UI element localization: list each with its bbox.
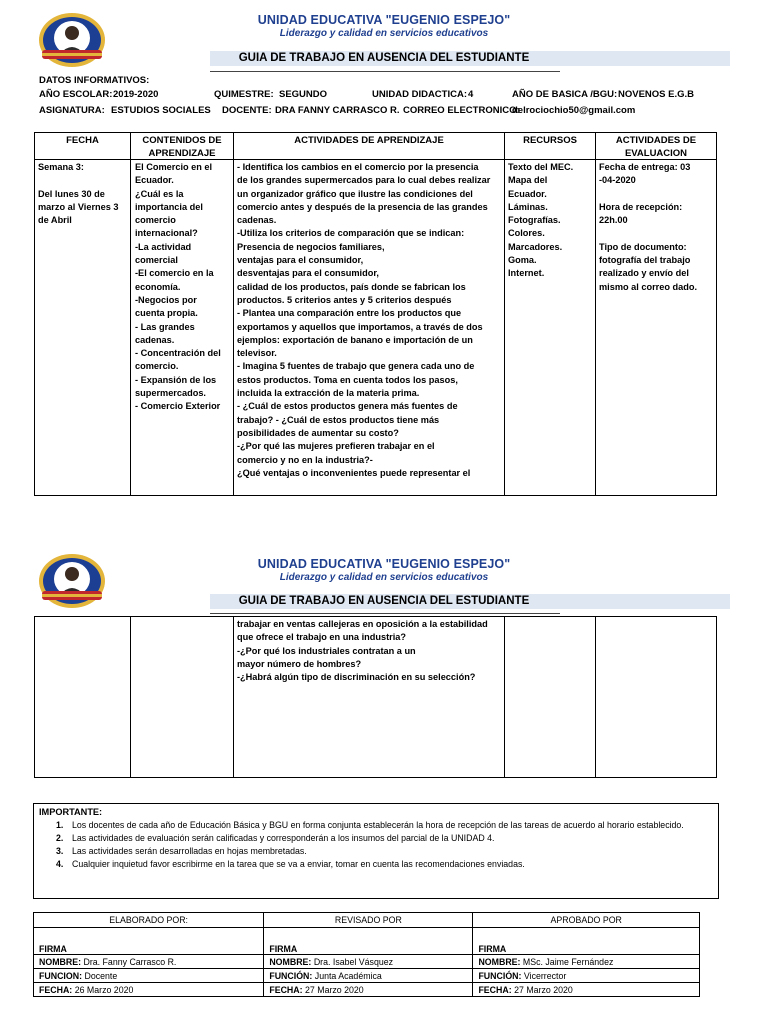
important-title: IMPORTANTE: <box>39 807 103 817</box>
actividades-text-cont: trabajar en ventas callejeras en oposición a la estabilidad que ofrece el trabajo en una industria? -¿Por qué los industriales contratan a un mayor número de hombres? -¿Habrá algún tipo de discriminación en su selección? <box>237 619 488 683</box>
title-underline <box>210 71 560 72</box>
quimestre-label: QUIMESTRE: <box>214 89 274 100</box>
sig-funcion-2: FUNCIÓN: Junta Académica <box>264 969 473 983</box>
important-item: 3. Las actividades serán desarrolladas en hojas membretadas. <box>56 846 307 856</box>
cell-fecha-cont <box>34 616 131 778</box>
evaluacion-text: Fecha de entrega: 03 -04-2020 Hora de recepción: 22h.00 Tipo de documento: fotografía del trabajo realizado y envío del mismo al correo dado. <box>599 162 698 292</box>
header-contenidos: CONTENIDOS DE APRENDIZAJE <box>130 132 234 160</box>
header-fecha: FECHA <box>34 132 131 160</box>
title-underline-page2 <box>210 613 560 614</box>
grade-label: AÑO DE BASICA /BGU: <box>512 89 618 100</box>
sig-firma-2: FIRMA <box>264 928 473 955</box>
guide-title: GUIA DE TRABAJO EN AUSENCIA DEL ESTUDIANTE <box>238 52 530 64</box>
sig-funcion-1: FUNCION: Docente <box>34 969 264 983</box>
school-motto-page2: Liderazgo y calidad en servicios educativos <box>279 572 489 583</box>
year-label: AÑO ESCOLAR: <box>39 89 113 100</box>
subject-label: ASIGNATURA: <box>39 105 105 116</box>
important-item: 1. Los docentes de cada año de Educación Básica y BGU en forma conjunta establecerán la hora de recepción de las tareas de acuerdo al horario establecido. <box>56 820 684 830</box>
school-motto: Liderazgo y calidad en servicios educativos <box>279 28 489 39</box>
teacher-value: DRA FANNY CARRASCO R. <box>275 105 400 116</box>
sig-heading-elaborado: ELABORADO POR: <box>34 913 264 928</box>
sig-nombre-3: NOMBRE: MSc. Jaime Fernández <box>473 955 700 969</box>
header-actividades: ACTIVIDADES DE APRENDIZAJE <box>233 132 505 160</box>
recursos-text: Texto del MEC. Mapa del Ecuador. Láminas. Fotografías. Colores. Marcadores. Goma. Internet. <box>508 162 574 279</box>
guide-title-page2: GUIA DE TRABAJO EN AUSENCIA DEL ESTUDIANTE <box>238 595 530 607</box>
sig-firma-1: FIRMA <box>34 928 264 955</box>
important-list <box>44 819 714 871</box>
sig-heading-aprobado: APROBADO POR <box>473 913 700 928</box>
teacher-label: DOCENTE: <box>222 105 272 116</box>
email-label: CORREO ELECTRONICO: <box>403 105 520 116</box>
grade-value: NOVENOS E.G.B <box>618 89 695 100</box>
fecha-text: Semana 3: Del lunes 30 de marzo al Viernes 3 de Abril <box>38 162 119 226</box>
year-value: 2019-2020 <box>113 89 159 100</box>
sig-funcion-3: FUNCIÓN: Vicerrector <box>473 969 700 983</box>
info-section-title: DATOS INFORMATIVOS: <box>39 75 150 86</box>
contenidos-text: El Comercio en el Ecuador. ¿Cuál es la importancia del comercio internacional? -La actividad comercial -El comercio en la economía. -Negocios por cuenta propia. - Las grandes cadenas. - Concentración del comercio. - Expansión de los supermercados. - Comercio Exterior <box>135 162 221 412</box>
header-evaluacion: ACTIVIDADES DE EVALUACION <box>595 132 717 160</box>
email-value: delrociochio50@gmail.com <box>512 105 636 116</box>
sig-nombre-1: NOMBRE: Dra. Fanny Carrasco R. <box>34 955 264 969</box>
quimestre-value: SEGUNDO <box>279 89 328 100</box>
sig-heading-revisado: REVISADO POR <box>264 913 473 928</box>
actividades-text: - Identifica los cambios en el comercio por la presencia de los grandes supermercados para lo cual debes realizar un organizador gráfico que ilustre las condiciones del comercio antes y después de la presencia de las grandes cadenas. -Utiliza los criterios de comparación que se indican: Presencia de negocios familiares, ventajas para el consumidor, desventajas para el consumidor, calidad de los productos, país donde se fabrican los productos. 5 criterios antes y 5 criterios después - Plantea una comparación entre los productos que exportamos y aquellos que importamos, a través de dos ejemplos: exportación de banano e importación de un televisor. - Imagina 5 fuentes de trabajo que genera cada uno de estos productos. Toma en cuenta todos los pasos, incluida la extracción de la materia prima. - ¿Cuál de estos productos genera más fuentes de trabajo? - ¿Cuál de estos productos tiene más posibilidades de aumentar su costo? -¿Por qué las mujeres prefieren trabajar en el comercio y no en la industria?- ¿Qué ventajas o inconvenientes puede representar el <box>237 162 491 478</box>
sig-fecha-3: FECHA: 27 Marzo 2020 <box>473 983 700 997</box>
school-name-page2: UNIDAD EDUCATIVA "EUGENIO ESPEJO" <box>257 557 511 571</box>
sig-fecha-2: FECHA: 27 Marzo 2020 <box>264 983 473 997</box>
cell-recursos-cont <box>504 616 596 778</box>
important-item: 2. Las actividades de evaluación serán calificadas y corresponderán a los insumos del parcial de la UNIDAD 4. <box>56 833 495 843</box>
unit-label: UNIDAD DIDACTICA: <box>372 89 467 100</box>
subject-value: ESTUDIOS SOCIALES <box>111 105 211 116</box>
header-recursos: RECURSOS <box>504 132 596 160</box>
cell-contenidos-cont <box>130 616 234 778</box>
cell-evaluacion-cont <box>595 616 717 778</box>
important-box <box>33 803 719 899</box>
unit-value: 4 <box>468 89 474 100</box>
important-item: 4. Cualquier inquietud favor escribirme en la tarea que se va a enviar, tomar en cuenta las recomendaciones enviadas. <box>56 859 525 869</box>
sig-nombre-2: NOMBRE: Dra. Isabel Vásquez <box>264 955 473 969</box>
sig-fecha-1: FECHA: 26 Marzo 2020 <box>34 983 264 997</box>
sig-firma-3: FIRMA <box>473 928 700 955</box>
signatures-table <box>33 912 700 997</box>
school-name: UNIDAD EDUCATIVA "EUGENIO ESPEJO" <box>257 13 511 27</box>
